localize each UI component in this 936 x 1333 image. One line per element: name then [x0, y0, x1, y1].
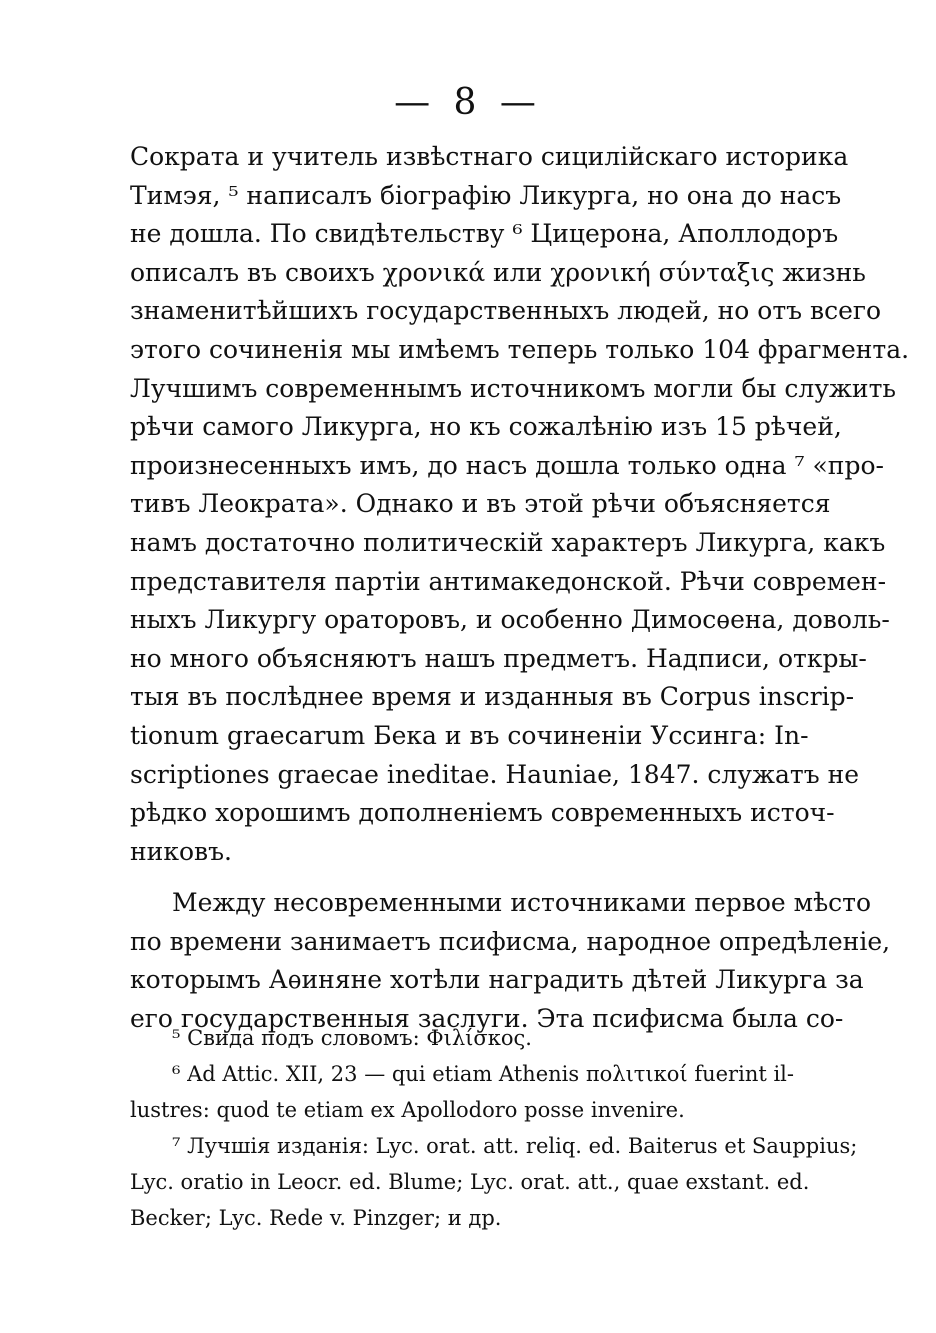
- text-line: тивъ Леократа». Однако и въ этой рѣчи объясняется: [130, 489, 831, 519]
- text-line: не дошла. По свидѣтельству ⁶ Цицерона, Аполлодоръ: [130, 219, 839, 249]
- text-line: по времени занимаетъ псифисма, народное опредѣленіе,: [130, 926, 891, 956]
- text-line: Тимэя, ⁵ написалъ біографію Ликурга, но она до насъ: [130, 180, 842, 210]
- text-line: Лучшимъ современнымъ источникомъ могли бы служить: [130, 373, 897, 403]
- footnote-6: ⁶ Ad Attic. XII, 23 — qui etiam Athenis πολιτικοί fuerint il-: [172, 1062, 794, 1086]
- footnotes: [130, 1020, 858, 1236]
- page-number: — 8 —: [394, 82, 542, 123]
- text-line: описалъ въ своихъ χρονικά или χρονική σύνταξις жизнь: [130, 257, 866, 287]
- text-line: tionum graecarum Бека и въ сочиненіи Уссинга: In-: [130, 720, 809, 750]
- body-text: [130, 138, 910, 1039]
- text-line: представителя партіи антимакедонской. Рѣчи современ-: [130, 566, 887, 596]
- text-line: тыя въ послѣднее время и изданныя въ Corpus inscrip-: [130, 682, 855, 712]
- text-line: никовъ.: [130, 836, 232, 866]
- text-line: рѣчи самого Ликурга, но къ сожалѣнію изъ 15 рѣчей,: [130, 412, 842, 442]
- footnote-7-cont: Lyc. oratio in Leocr. ed. Blume; Lyc. orat. att., quae exstant. ed.: [130, 1170, 810, 1194]
- text-line: Сократа и учитель извѣстнаго сицилійскаго историка: [130, 142, 849, 171]
- text-line: знаменитѣйшихъ государственныхъ людей, но отъ всего: [130, 296, 882, 326]
- text-line: произнесенныхъ имъ, до насъ дошла только одна ⁷ «про-: [130, 450, 884, 480]
- text-line: ныхъ Ликургу ораторовъ, и особенно Димосѳена, доволь-: [130, 605, 890, 635]
- text-line: рѣдко хорошимъ дополненіемъ современныхъ источ-: [130, 798, 835, 828]
- text-line: scriptiones graecae ineditae. Hauniae, 1847. служатъ не: [130, 759, 860, 789]
- footnote-7-cont: Becker; Lyc. Rede v. Pinzger; и др.: [130, 1206, 502, 1230]
- text-line: намъ достаточно политическій характеръ Ликурга, какъ: [130, 527, 886, 557]
- text-line: этого сочиненія мы имѣемъ теперь только 104 фрагмента.: [130, 334, 910, 364]
- footnote-7: ⁷ Лучшія изданія: Lyc. orat. att. reliq. ed. Baiterus et Sauppius;: [172, 1134, 858, 1158]
- footnote-6-cont: lustres: quod te etiam ex Apollodoro posse invenire.: [130, 1098, 685, 1122]
- text-line: но много объясняютъ нашъ предметъ. Надписи, откры-: [130, 643, 867, 673]
- footnote-5: ⁵ Свида подъ словомъ: Φιλίσκος.: [172, 1026, 532, 1050]
- text-line: Между несовременными источниками первое мѣсто: [172, 888, 872, 918]
- paragraph-gap: [130, 871, 794, 884]
- text-line: которымъ Аѳиняне хотѣли наградить дѣтей Ликурга за: [130, 965, 864, 995]
- text-line: его государственныя заслуги. Эта псифисма была со-: [130, 1004, 844, 1034]
